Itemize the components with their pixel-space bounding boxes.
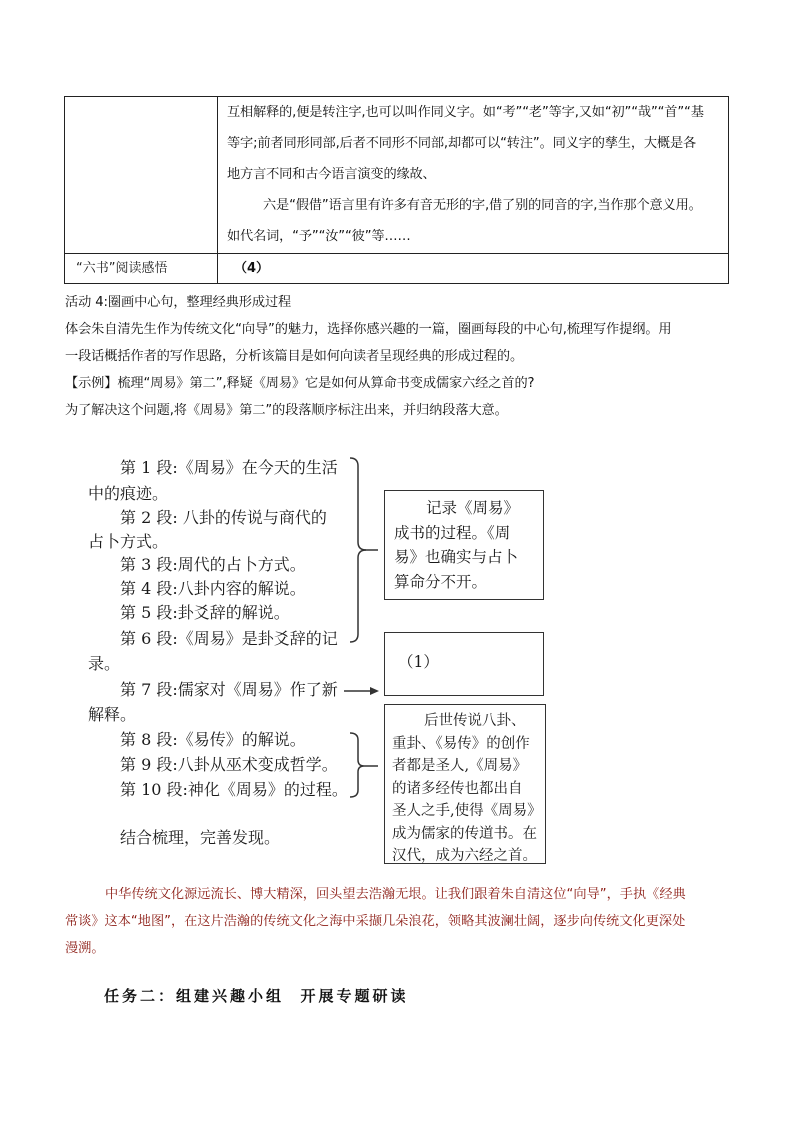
outline-paragraph: 第 5 段:卦爻辞的解说。	[120, 603, 290, 622]
table-column-divider	[217, 96, 218, 284]
outline-paragraph: 第 8 段:《易传》的解说。	[120, 730, 306, 749]
example-line: 【示例】梳理“周易》第二”,释疑《周易》它是如何从算命书变成儒家六经之首的?	[65, 376, 535, 391]
arrow-head	[370, 687, 379, 695]
box-line: 者都是圣人,《周易》	[392, 758, 528, 774]
cell-line: 地方言不同和古今语言演变的缘故、	[227, 167, 436, 182]
closing-paragraph	[65, 881, 730, 962]
table-border-bottom	[64, 283, 729, 284]
closing-line: 漫溯。	[65, 941, 105, 956]
summary-box-3-text	[392, 710, 542, 868]
outline-paragraph: 第 6 段:《周易》是卦爻辞的记	[120, 629, 338, 648]
activity-body-line: 一段话概括作者的写作思路，分析该篇目是如何向读者呈现经典的形成过程的。	[65, 349, 524, 364]
task-two-heading: 任务二：组建兴趣小组 开展专题研读	[104, 987, 409, 1005]
table-border-right	[728, 96, 729, 284]
box-line: 算命分不开。	[394, 572, 488, 591]
reading-reflection-value: （4）	[234, 261, 270, 276]
outline-paragraph: 占卜方式。	[88, 532, 169, 551]
bracket-group-3	[350, 733, 364, 797]
bracket-group-1	[350, 458, 366, 642]
outline-paragraph: 第 2 段: 八卦的传说与商代的	[120, 508, 327, 527]
zhouyi-outline-figure	[88, 450, 558, 864]
table-cell-content	[227, 97, 725, 252]
box-line: 圣人之手,使得《周易》	[392, 803, 542, 819]
outline-paragraph: 第 1 段:《周易》在今天的生活	[120, 458, 338, 477]
closing-line: 常谈》这本“地图”，在这片浩瀚的传统文化之海中采撷几朵浪花，领略其波澜壮阔，逐步向传统文化更深处	[65, 914, 686, 929]
cell-line: 等字;前者同形同部,后者不同形不同部,却都可以“转注”。同义字的孳生，大概是各	[227, 136, 697, 151]
outline-paragraph: 录。	[88, 654, 121, 673]
cell-line: 如代名词，“予”“汝”“彼”等……	[227, 229, 411, 244]
outline-paragraph: 中的痕迹。	[88, 484, 169, 503]
box-line: 汉代，成为六经之首。	[392, 848, 537, 864]
activity-body-line: 体会朱自清先生作为传统文化“向导”的魅力，选择你感兴趣的一篇，圈画每段的中心句,梳理写作提纲。用	[65, 322, 672, 337]
box-line: 易》也确实与占卜	[394, 548, 519, 566]
box-line: 的诸多经传也都出自	[392, 780, 523, 797]
table-row-divider	[64, 253, 729, 254]
outline-paragraph: 第 7 段:儒家对《周易》作了新	[120, 680, 338, 699]
outline-paragraph: 第 10 段:神化《周易》的过程。	[120, 780, 348, 799]
outline-paragraph: 第 3 段:周代的占卜方式。	[120, 555, 306, 574]
outline-paragraph: 解释。	[88, 705, 137, 724]
outline-paragraph: 第 9 段:八卦从巫术变成哲学。	[120, 755, 338, 774]
cell-line: 互相解释的,便是转注字,也可以叫作同义字。如“考”“老”等字,又如“初”“哉”“首”“基	[227, 105, 704, 120]
summary-box-1-text	[394, 496, 519, 594]
outline-paragraph: 第 4 段:八卦内容的解说。	[120, 579, 306, 598]
blank-marker: （1）	[398, 653, 439, 671]
activity-title: 活动 4:圈画中心句，整理经典形成过程	[65, 295, 292, 310]
box-line: 重卦、《易传》的创作	[392, 735, 530, 752]
content-table	[64, 96, 729, 284]
closing-line: 中华传统文化源远流长、博大精深，回头望去浩瀚无垠。让我们跟着朱自清这位“向导”，手执《经典	[105, 887, 686, 902]
box-line: 成书的过程。《周	[394, 523, 511, 542]
activity-section	[65, 289, 730, 424]
reading-reflection-label: “六书”阅读感悟	[76, 261, 168, 276]
box-line: 后世传说八卦、	[424, 713, 526, 729]
table-border-left	[64, 96, 65, 284]
outline-paragraph: 结合梳理，完善发现。	[120, 828, 281, 847]
box-line: 记录《周易》	[426, 499, 520, 517]
box-line: 成为儒家的传道书。在	[392, 825, 537, 842]
cell-line: 六是“假借”语言里有许多有音无形的字,借了别的同音的字,当作那个意义用。	[263, 198, 702, 213]
example-line: 为了解决这个问题,将《周易》第二”的段落顺序标注出来，并归纳段落大意。	[65, 403, 508, 418]
